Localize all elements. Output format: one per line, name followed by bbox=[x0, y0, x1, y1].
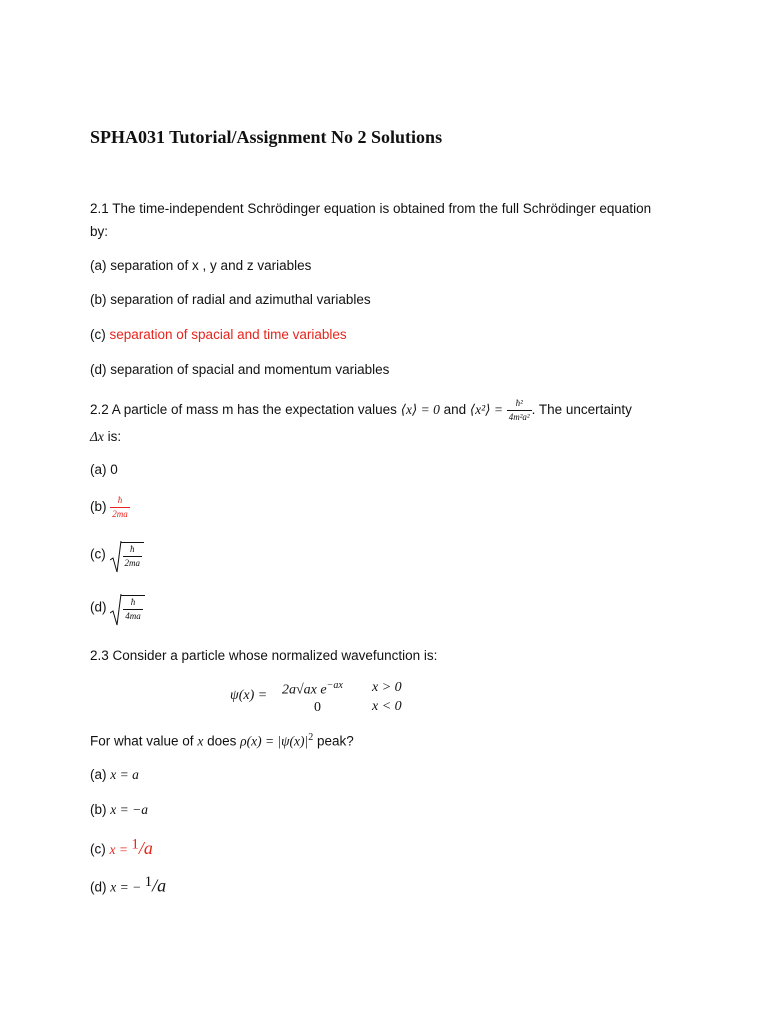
option-label: (c) bbox=[90, 327, 110, 342]
fraction-one: 1 bbox=[131, 836, 139, 852]
option-label: (a) bbox=[90, 767, 107, 782]
option-2-2-d bbox=[90, 595, 145, 621]
expectation-fraction bbox=[507, 399, 532, 422]
psi-lhs: ψ(x) = bbox=[230, 688, 268, 703]
and-word: and bbox=[443, 402, 467, 417]
option-2-1-a: (a) separation of x , y and z variables bbox=[90, 258, 312, 273]
option-2-3-d bbox=[90, 874, 166, 897]
case1-expression bbox=[282, 680, 343, 699]
fraction-denominator: 2ma bbox=[124, 558, 141, 568]
option-label: (d) bbox=[90, 879, 107, 895]
question-2-2-line2 bbox=[90, 429, 121, 445]
fraction-numerator: ħ bbox=[110, 496, 130, 508]
root-fraction bbox=[123, 598, 143, 621]
fraction-numerator: ħ bbox=[123, 598, 143, 610]
option-expr: x = bbox=[109, 841, 132, 857]
fraction-numerator: ħ² bbox=[507, 399, 532, 411]
option-label: (b) bbox=[90, 802, 107, 817]
question-2-2-line2-text: is: bbox=[103, 429, 122, 444]
prompt-mid: does bbox=[207, 733, 237, 749]
option-2-1-c bbox=[90, 327, 347, 342]
fraction-rest: /a bbox=[138, 837, 153, 858]
option-2-2-c bbox=[90, 542, 144, 568]
square-root bbox=[110, 595, 145, 621]
option-expr: x = −a bbox=[110, 802, 148, 817]
option-2-3-b bbox=[90, 802, 148, 818]
option-expr: x = − bbox=[110, 879, 145, 895]
question-2-3-prompt bbox=[90, 732, 354, 750]
question-2-1-text-line2: by: bbox=[90, 224, 109, 239]
radical-sign-icon bbox=[110, 593, 122, 627]
case2-condition: x < 0 bbox=[372, 699, 402, 714]
option-label: (c) bbox=[90, 546, 106, 562]
fraction-denominator: 2ma bbox=[112, 509, 128, 519]
page-title: SPHA031 Tutorial/Assignment No 2 Solutions bbox=[90, 127, 443, 147]
prompt-sup: 2 bbox=[308, 732, 314, 743]
expectation-x-squared: ⟨x²⟩ = bbox=[469, 402, 503, 417]
fraction-denominator: 4ma bbox=[125, 611, 141, 621]
case1-exponent: −ax bbox=[326, 680, 343, 691]
option-label: (d) bbox=[90, 599, 107, 615]
question-2-1-text-line1: 2.1 The time-independent Schrödinger equation is obtained from the full Schrödinger equation bbox=[90, 201, 652, 216]
option-expr: x = a bbox=[110, 767, 139, 782]
fraction-one: 1 bbox=[144, 874, 153, 890]
prompt-expr: ρ(x) = |ψ(x)| bbox=[240, 733, 309, 749]
radical-sign-icon bbox=[110, 540, 122, 574]
case2-expression: 0 bbox=[314, 700, 321, 715]
correct-answer-text: separation of spacial and time variables bbox=[109, 327, 347, 342]
fraction-numerator: ħ bbox=[123, 545, 143, 557]
root-fraction bbox=[123, 545, 143, 568]
question-2-2-tail: . The uncertainty bbox=[531, 402, 632, 417]
option-label: (b) bbox=[90, 499, 107, 515]
option-2-1-b: (b) separation of radial and azimuthal variables bbox=[90, 292, 371, 307]
fraction-denominator: 4m²a² bbox=[508, 411, 530, 422]
case1-body: 2a√ax e bbox=[282, 682, 327, 698]
option-2-2-b bbox=[90, 496, 130, 519]
prompt-post: peak? bbox=[313, 733, 354, 749]
question-2-2-lead: 2.2 A particle of mass m has the expectation values bbox=[90, 402, 397, 417]
prompt-pre: For what value of bbox=[90, 733, 194, 749]
square-root bbox=[110, 542, 145, 568]
option-2-3-a bbox=[90, 767, 139, 783]
option-2-2-a: (a) 0 bbox=[90, 462, 118, 477]
question-2-2-line1 bbox=[90, 396, 632, 424]
correct-answer-expression bbox=[109, 836, 153, 858]
option-2-1-d: (d) separation of spacial and momentum variables bbox=[90, 362, 390, 377]
case1-condition: x > 0 bbox=[372, 680, 402, 695]
option-label: (c) bbox=[90, 841, 106, 857]
fraction-rest: /a bbox=[152, 875, 167, 896]
question-2-3-text: 2.3 Consider a particle whose normalized wavefunction is: bbox=[90, 648, 438, 663]
delta-x: Δx bbox=[90, 429, 104, 444]
option-2-3-c bbox=[90, 836, 153, 859]
expectation-x: ⟨x⟩ = 0 bbox=[400, 402, 440, 417]
correct-answer-fraction bbox=[110, 496, 130, 519]
prompt-var: x bbox=[197, 733, 204, 749]
